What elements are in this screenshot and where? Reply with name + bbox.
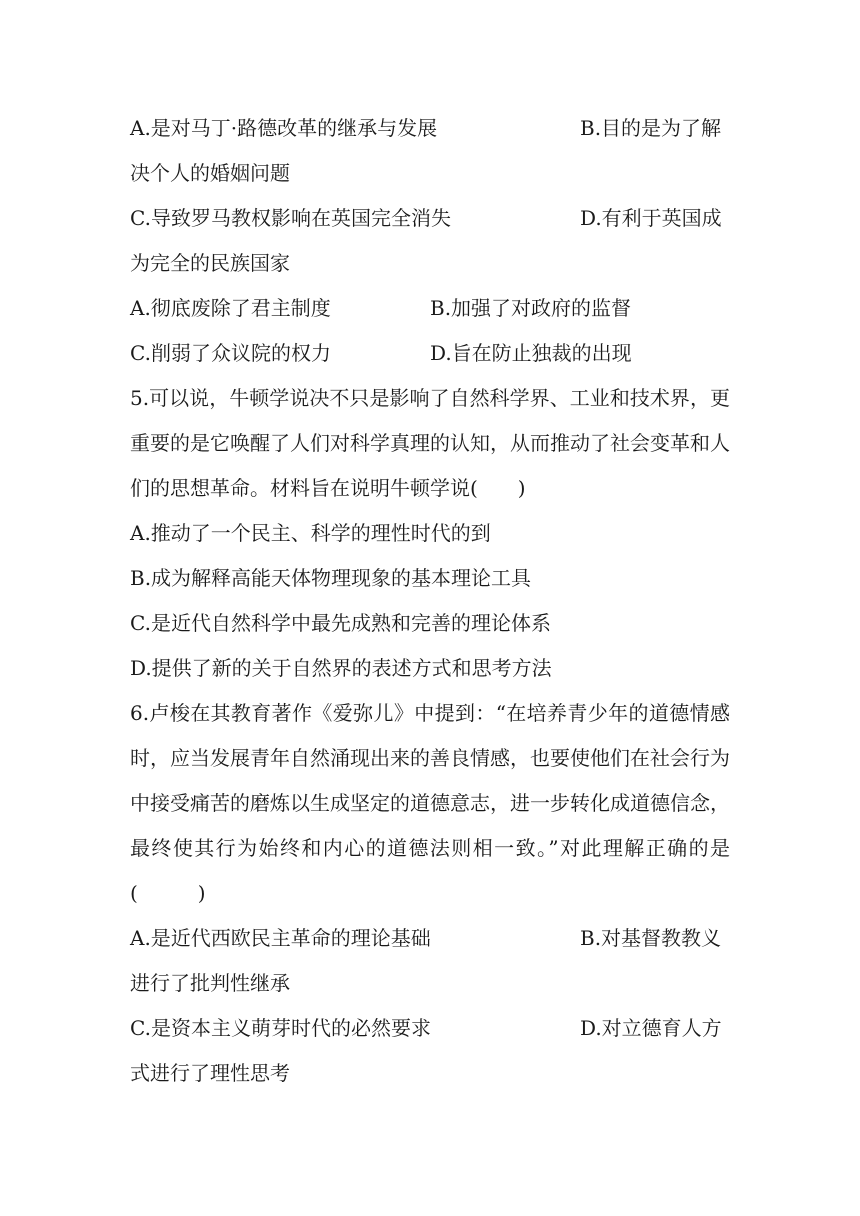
q5-option-c: C.是近代自然科学中最先成熟和完善的理论体系	[130, 611, 551, 635]
q5-option-d: D.提供了新的关于自然界的表述方式和思考方法	[130, 656, 552, 680]
q3-option-a: A.是对马丁·路德改革的继承与发展	[130, 116, 438, 140]
q3-option-d: D.有利于英国成	[580, 206, 722, 230]
q6-stem-line-2: 时，应当发展青年自然涌现出来的善良情感，也要使他们在社会行为	[130, 746, 730, 770]
q5-stem-line-3: 们的思想革命。材料旨在说明牛顿学说( )	[130, 476, 526, 500]
q6-option-c: C.是资本主义萌芽时代的必然要求	[130, 1016, 431, 1040]
q3-option-b-continued: 决个人的婚姻问题	[130, 161, 290, 185]
q4-option-b: B.加强了对政府的监督	[430, 296, 632, 320]
q6-stem-line-5: ( )	[130, 881, 206, 905]
q4-option-c: C.削弱了众议院的权力	[130, 341, 331, 365]
q6-option-a: A.是近代西欧民主革命的理论基础	[130, 926, 431, 950]
q6-stem-line-4: 最终使其行为始终和内心的道德法则相一致。”对此理解正确的是	[130, 836, 730, 860]
q6-option-b: B.对基督教教义	[580, 926, 722, 950]
q6-stem-line-1: 6.卢梭在其教育著作《爱弥儿》中提到：“在培养青少年的道德情感	[130, 701, 730, 725]
q6-option-b-continued: 进行了批判性继承	[130, 971, 290, 995]
q6-option-d: D.对立德育人方	[580, 1016, 722, 1040]
q5-option-a: A.推动了一个民主、科学的理性时代的到	[130, 521, 491, 545]
q4-option-a: A.彻底废除了君主制度	[130, 296, 331, 320]
q4-option-d: D.旨在防止独裁的出现	[430, 341, 632, 365]
q3-option-b: B.目的是为了解	[580, 116, 722, 140]
q5-stem-line-1: 5.可以说，牛顿学说决不只是影响了自然科学界、工业和技术界，更	[130, 386, 730, 410]
q5-option-b: B.成为解释高能天体物理现象的基本理论工具	[130, 566, 532, 590]
q5-stem-line-2: 重要的是它唤醒了人们对科学真理的认知，从而推动了社会变革和人	[130, 431, 730, 455]
q6-option-d-continued: 式进行了理性思考	[130, 1061, 290, 1085]
q6-stem-line-3: 中接受痛苦的磨炼以生成坚定的道德意志，进一步转化成道德信念，	[130, 791, 730, 815]
q3-option-d-continued: 为完全的民族国家	[130, 251, 290, 275]
q3-option-c: C.导致罗马教权影响在英国完全消失	[130, 206, 451, 230]
